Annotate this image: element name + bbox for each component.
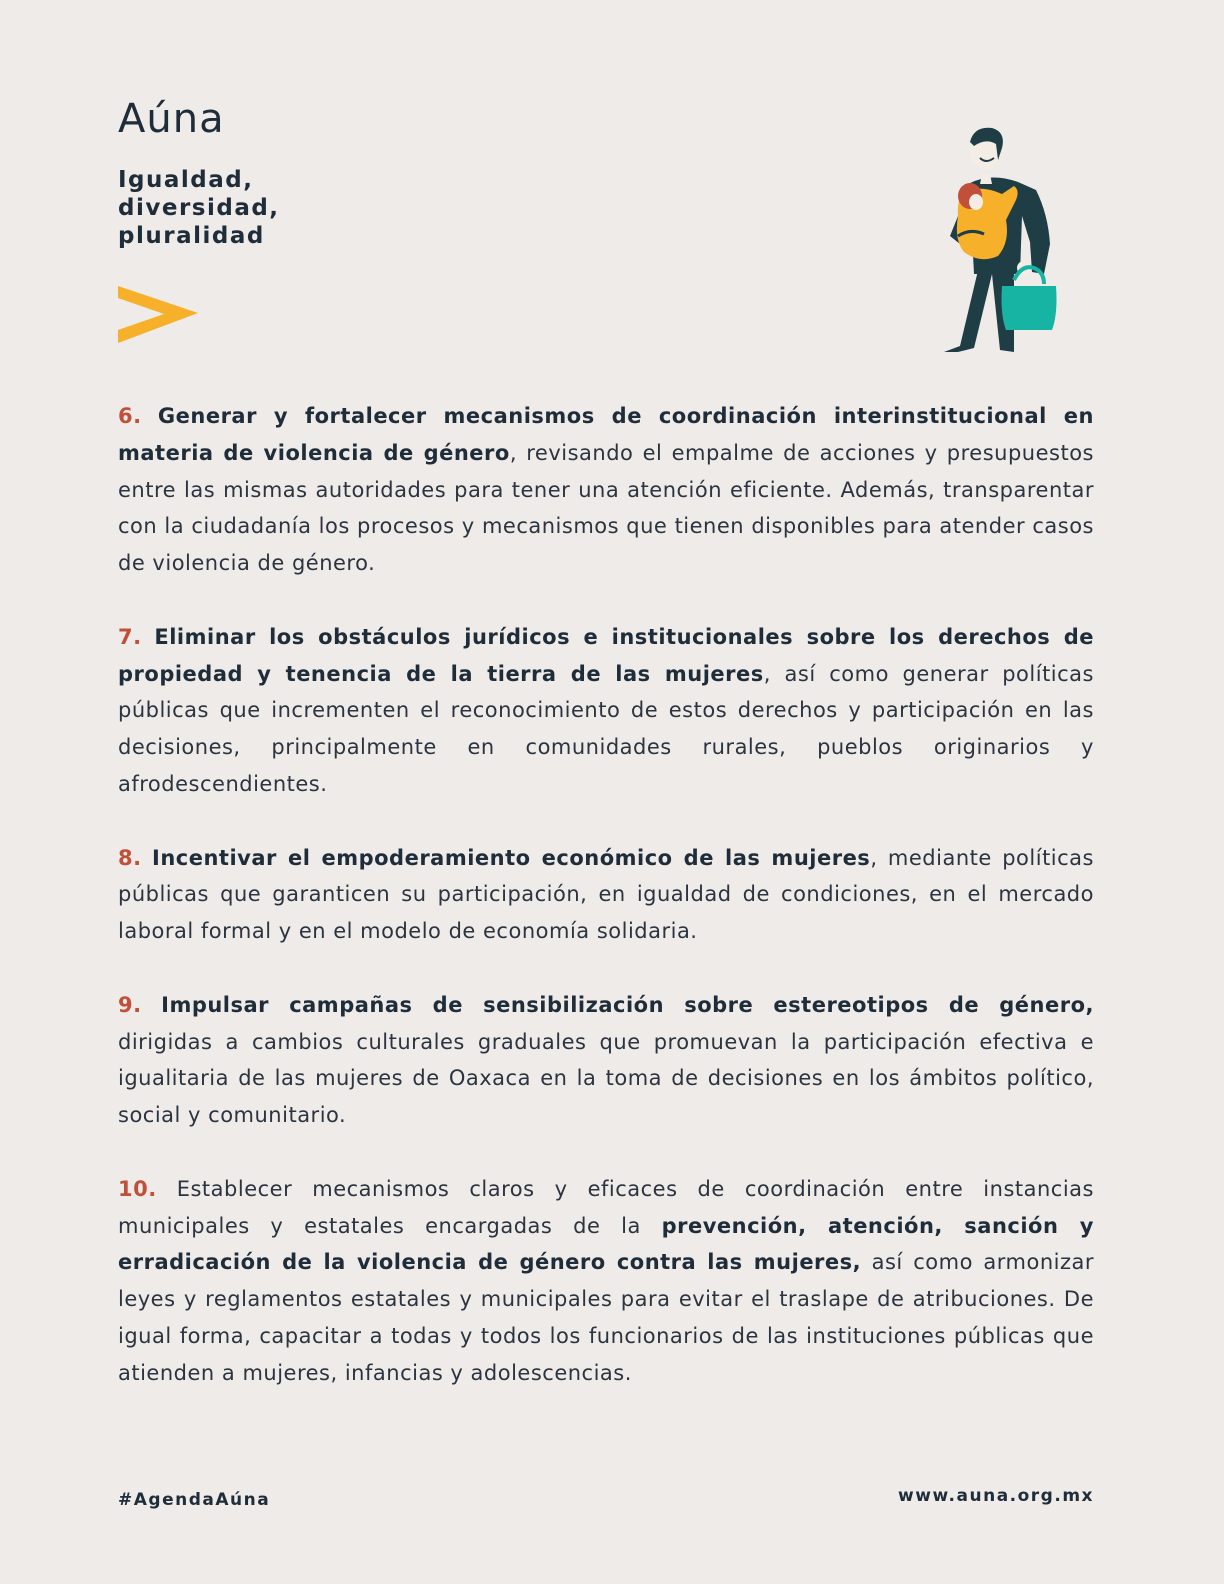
item-bold-text: Eliminar los obstáculos jurídicos e institucionales sobre los derechos de propiedad y tenencia de la tierra de las mujeres [118,624,1094,686]
hashtag: #AgendaAúna [118,1490,271,1510]
item-number: 9. [118,992,142,1017]
list-item [118,398,1094,582]
item-text: Establecer mecanismos claros y eficaces de coordinación entre instancias municipales y estatales encargadas de la [118,1176,1094,1238]
recommendations-list [118,398,1094,1428]
item-number: 8. [118,845,142,870]
item-bold-text: Generar y fortalecer mecanismos de coordinación interinstitucional en materia de violencia de género [118,404,1094,465]
item-text: , así como generar políticas públicas que incrementen el reconocimiento de estos derechos y participación en las decisiones, principalmente en comunidades rurales, pueblos originarios y afrodescendientes. [118,661,1094,796]
item-text: así como armonizar leyes y reglamentos estatales y municipales para evitar el traslape de atribuciones. De igual forma, capacitar a todas y todos los funcionarios de las instituciones públicas que atienden a mujeres, infancias y adolescencias. [118,1250,1094,1385]
item-bold-text: prevención, atención, sanción y erradicación de la violencia de género contra las mujeres, [118,1213,1094,1275]
list-item [118,840,1094,950]
list-item [118,619,1094,803]
item-text: dirigidas a cambios culturales graduales que promuevan la participación efectiva e igualitaria de las mujeres de Oaxaca en la toma de decisiones en los ámbitos político, social y comunitario. [118,1029,1094,1128]
auna-logo: Aúna [118,96,225,142]
item-bold-text: Incentivar el empoderamiento económico de las mujeres [152,845,871,870]
chevron-right-icon [118,286,200,346]
list-item [118,1171,1094,1392]
tagline-line: diversidad, [118,195,280,221]
website-link[interactable]: www.auna.org.mx [898,1486,1094,1506]
item-number: 10. [118,1176,157,1201]
item-number: 7. [118,624,142,649]
item-text: , mediante políticas públicas que garanticen su participación, en igualdad de condiciones, en el mercado laboral formal y en el modelo de economía solidaria. [118,845,1094,944]
item-bold-text: Impulsar campañas de sensibilización sobre estereotipos de género, [161,992,1094,1017]
tagline-line: pluralidad [118,223,265,249]
father-carrying-baby-illustration [940,124,1062,356]
item-number: 6. [118,404,142,428]
list-item [118,987,1094,1134]
tagline [118,166,280,250]
tagline-line: Igualdad, [118,167,254,193]
item-text: , revisando el empalme de acciones y presupuestos entre las mismas autoridades para tener una atención eficiente. Además, transparentar con la ciudadanía los procesos y mecanismos que tienen disponibles para atender casos de violencia de género. [118,440,1094,576]
